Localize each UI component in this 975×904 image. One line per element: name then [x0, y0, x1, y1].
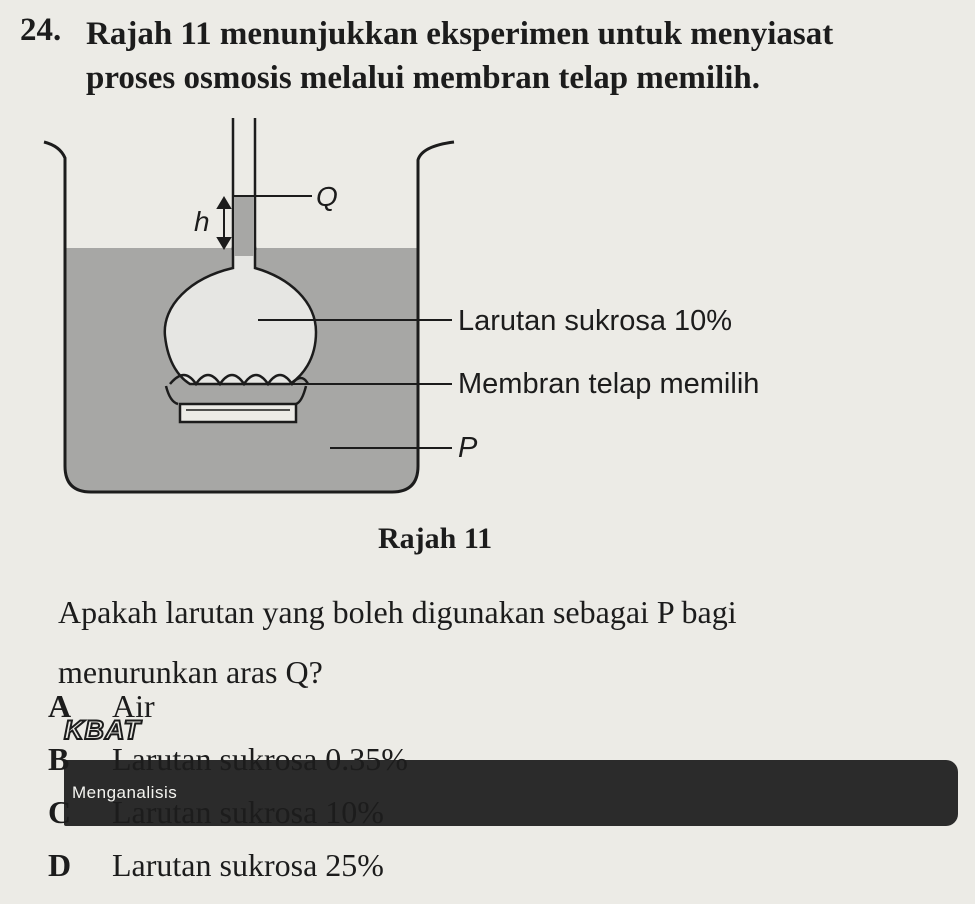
- option-b[interactable]: [48, 733, 928, 786]
- label-q: Q: [316, 181, 338, 212]
- answer-options: [48, 680, 928, 892]
- option-text: Larutan sukrosa 25%: [112, 847, 384, 883]
- option-text: Air: [112, 688, 155, 724]
- label-sucrose: Larutan sukrosa 10%: [458, 305, 733, 337]
- option-text: Larutan sukrosa 0.35%: [112, 741, 408, 777]
- option-letter: A: [48, 688, 72, 724]
- question-stem-line-2: proses osmosis melalui membran telap memilih.: [86, 60, 761, 96]
- option-letter: B: [48, 741, 70, 777]
- label-p: P: [458, 432, 478, 464]
- option-text: Larutan sukrosa 10%: [112, 794, 384, 830]
- label-h: h: [194, 206, 210, 237]
- question-stem-line-1: Rajah 11 menunjukkan eksperimen untuk menyiasat: [86, 16, 834, 52]
- kbat-logo: KBAT: [64, 715, 141, 745]
- question-number: 24.: [20, 12, 62, 48]
- funnel-support: [180, 404, 296, 422]
- question-prompt-line-2: menurunkan aras Q?: [58, 654, 323, 690]
- label-membrane: Membran telap memilih: [458, 368, 760, 400]
- option-a[interactable]: [48, 680, 928, 733]
- option-c[interactable]: [48, 786, 928, 839]
- height-h-arrow: [218, 198, 230, 248]
- question-prompt-line-1: Apakah larutan yang boleh digunakan sebagai P bagi: [58, 594, 737, 630]
- kbat-skill-tag: Menganalisis: [64, 760, 958, 826]
- option-d[interactable]: [48, 839, 928, 892]
- tube-liquid-column: [234, 196, 254, 256]
- option-letter: C: [48, 794, 72, 830]
- option-letter: D: [48, 847, 72, 883]
- figure-caption: Rajah 11: [378, 522, 493, 555]
